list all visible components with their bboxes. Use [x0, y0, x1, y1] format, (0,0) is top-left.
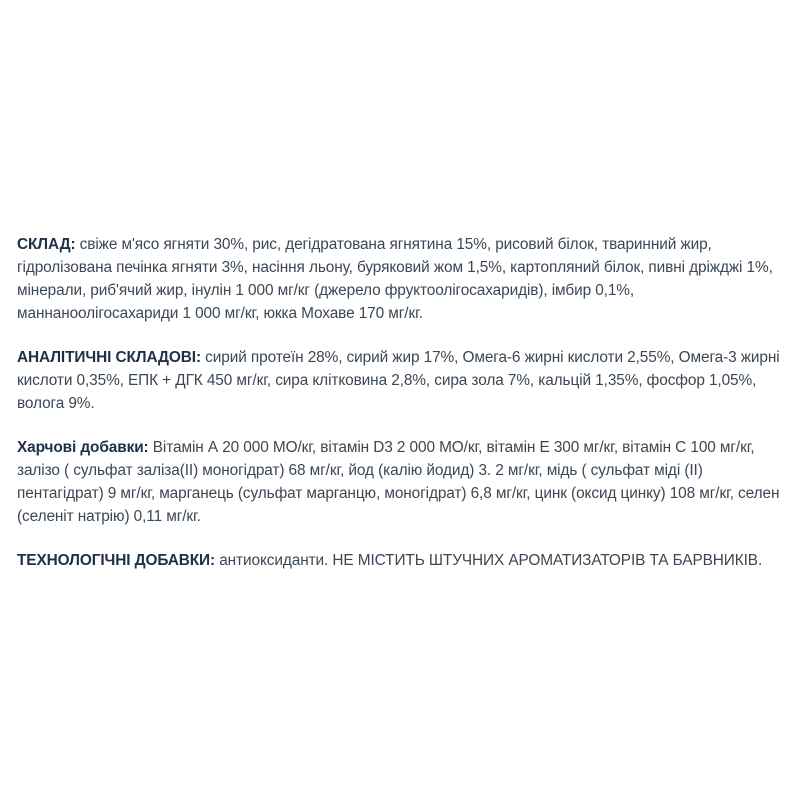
- analytical-components-section: [17, 346, 785, 415]
- technological-additives-label: ТЕХНОЛОГІЧНІ ДОБАВКИ:: [17, 552, 216, 569]
- technological-additives-section: [17, 549, 785, 572]
- nutritional-additives-text: Вітамін А 20 000 МО/кг, вітамін D3 2 000 МО/кг, вітамін Е 300 мг/кг, вітамін С 100 мг/кг, залізо ( сульфат заліза(ІІ) моногідрат) 68 мг/кг, йод (калію йодид) 3. 2 мг/кг, мідь ( сульфат міді (ІІ) пентагідрат) 9 мг/кг, марганець (сульфат марганцю, моногідрат) 6,8 мг/кг, цинк (оксид цинку) 108 мг/кг, селен (селеніт натрію) 0,11 мг/кг.: [17, 439, 780, 525]
- composition-section: [17, 233, 785, 325]
- analytical-components-text: сирий протеїн 28%, сирий жир 17%, Омега-6 жирні кислоти 2,55%, Омега-3 жирні кислоти 0,35%, ЕПК + ДГК 450 мг/кг, сира клітковина 2,8%, сира зола 7%, кальцій 1,35%, фосфор 1,05%, волога 9%.: [17, 349, 780, 412]
- nutritional-additives-label: Харчові добавки:: [17, 439, 149, 456]
- analytical-components-label: АНАЛІТИЧНІ СКЛАДОВІ:: [17, 349, 201, 366]
- composition-text: свіже м'ясо ягняти 30%, рис, дегідратована ягнятина 15%, рисовий білок, тваринний жир, гідролізована печінка ягняти 3%, насіння льону, буряковий жом 1,5%, картопляний білок, пивні дріжджі 1%, мінерали, риб'ячий жир, інулін 1 000 мг/кг (джерело фруктоолігосахаридів), імбир 0,1%, маннаноолігосахариди 1 000 мг/кг, юкка Мохаве 170 мг/кг.: [17, 236, 773, 322]
- nutritional-additives-section: [17, 436, 785, 528]
- composition-label: СКЛАД:: [17, 236, 76, 253]
- technological-additives-text: антиоксиданти. НЕ МІСТИТЬ ШТУЧНИХ АРОМАТИЗАТОРІВ ТА БАРВНИКІВ.: [215, 552, 763, 569]
- product-composition: [17, 233, 785, 593]
